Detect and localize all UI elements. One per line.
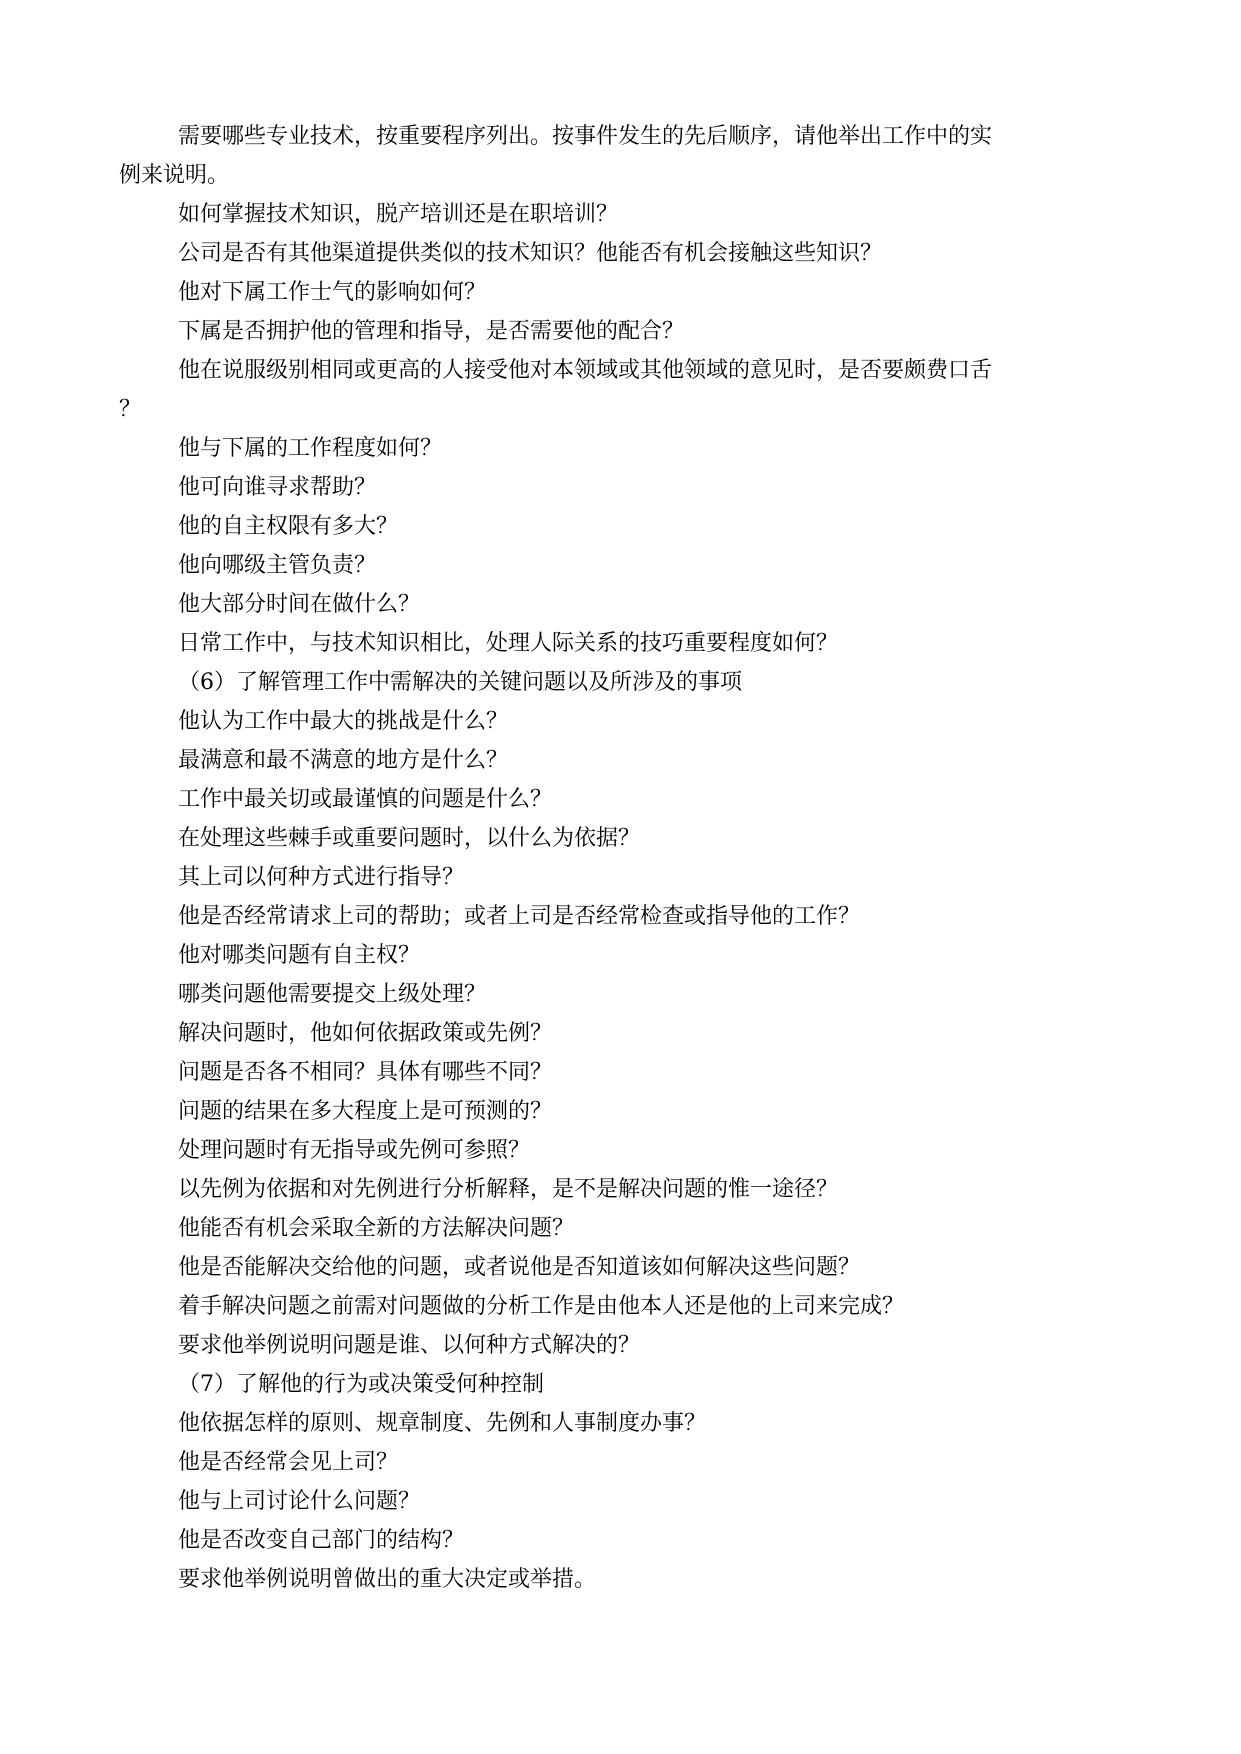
- text-line: 他的自主权限有多大？: [178, 514, 399, 539]
- text-line: 其上司以何种方式进行指导？: [178, 865, 465, 890]
- text-line: 工作中最关切或最谨慎的问题是什么？: [178, 787, 553, 812]
- text-line: 他能否有机会采取全新的方法解决问题？: [178, 1216, 575, 1241]
- text-line: 需要哪些专业技术，按重要程序列出。按事件发生的先后顺序，请他举出工作中的实: [178, 124, 993, 149]
- text-line: 他大部分时间在做什么？: [178, 592, 421, 617]
- text-line: 他依据怎样的原则、规章制度、先例和人事制度办事？: [178, 1411, 707, 1436]
- text-line: ？: [119, 397, 142, 422]
- text-line: 他对下属工作士气的影响如何？: [178, 280, 487, 305]
- text-line: 他可向谁寻求帮助？: [178, 475, 377, 500]
- text-line: 以先例为依据和对先例进行分析解释，是不是解决问题的惟一途径？: [178, 1177, 839, 1202]
- text-line: 问题的结果在多大程度上是可预测的？: [178, 1099, 553, 1124]
- document-body: [119, 117, 1122, 1599]
- text-line: 如何掌握技术知识，脱产培训还是在职培训？: [178, 202, 619, 227]
- text-line: 他是否经常会见上司？: [178, 1450, 399, 1475]
- text-line: 他认为工作中最大的挑战是什么？: [178, 709, 509, 734]
- text-line: 他是否能解决交给他的问题，或者说他是否知道该如何解决这些问题？: [178, 1255, 861, 1280]
- text-line: 他对哪类问题有自主权？: [178, 943, 421, 968]
- text-line: 下属是否拥护他的管理和指导，是否需要他的配合？: [178, 319, 685, 344]
- text-line: （7）了解他的行为或决策受何种控制: [178, 1372, 544, 1397]
- text-line: 问题是否各不相同？具体有哪些不同？: [178, 1060, 553, 1085]
- text-line: 他与下属的工作程度如何？: [178, 436, 443, 461]
- text-line: 他与上司讨论什么问题？: [178, 1489, 421, 1514]
- text-line: 他是否改变自己部门的结构？: [178, 1528, 465, 1553]
- text-line: 日常工作中，与技术知识相比，处理人际关系的技巧重要程度如何？: [178, 631, 839, 656]
- text-line: 在处理这些棘手或重要问题时，以什么为依据？: [178, 826, 641, 851]
- text-line: （6）了解管理工作中需解决的关键问题以及所涉及的事项: [178, 670, 742, 695]
- text-line: 处理问题时有无指导或先例可参照？: [178, 1138, 531, 1163]
- text-line: 例来说明。: [119, 163, 230, 188]
- text-line: 他在说服级别相同或更高的人接受他对本领域或其他领域的意见时，是否要颇费口舌: [178, 358, 993, 383]
- text-line: 要求他举例说明曾做出的重大决定或举措。: [178, 1567, 597, 1592]
- text-line: 要求他举例说明问题是谁、以何种方式解决的？: [178, 1333, 641, 1358]
- text-line: 他向哪级主管负责？: [178, 553, 377, 578]
- text-line: 他是否经常请求上司的帮助；或者上司是否经常检查或指导他的工作？: [178, 904, 861, 929]
- text-line: 公司是否有其他渠道提供类似的技术知识？他能否有机会接触这些知识？: [178, 241, 883, 266]
- text-line: 解决问题时，他如何依据政策或先例？: [178, 1021, 553, 1046]
- text-line: 最满意和最不满意的地方是什么？: [178, 748, 509, 773]
- text-line: 着手解决问题之前需对问题做的分析工作是由他本人还是他的上司来完成？: [178, 1294, 905, 1319]
- text-line: 哪类问题他需要提交上级处理？: [178, 982, 487, 1007]
